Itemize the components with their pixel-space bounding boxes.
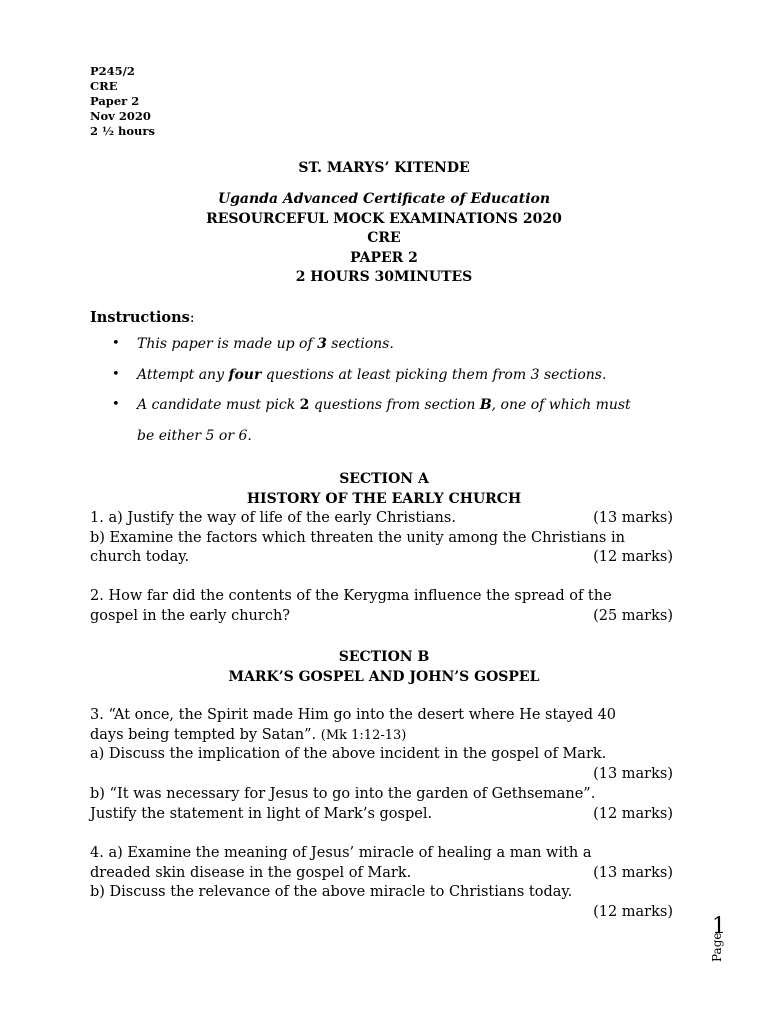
question-1b-line1: b) Examine the factors which threaten the unity among the Christians in: [90, 529, 625, 546]
section-b-heading: [0, 648, 768, 687]
exam-titles: [0, 190, 768, 288]
instructions-heading: Instructions:: [90, 309, 195, 326]
section-b-title: MARK’S GOSPEL AND JOHN’S GOSPEL: [228, 668, 540, 685]
paper-subject: CRE: [90, 79, 118, 93]
instruction-emphasis: B: [479, 397, 492, 413]
instruction-emphasis: four: [228, 366, 262, 383]
question-3: [90, 706, 673, 824]
question-1b-marks: (12 marks): [593, 549, 673, 566]
question-2-line2: gospel in the early church?: [90, 607, 291, 624]
question-2: [90, 587, 673, 626]
question-4a-line2: dreaded skin disease in the gospel of Mark.: [90, 864, 412, 881]
question-4b-marks: (12 marks): [593, 904, 673, 921]
paper-title: PAPER 2: [350, 249, 418, 266]
question-1b-line2: church today.: [90, 549, 190, 566]
question-3-reference: (Mk 1:12-13): [320, 727, 407, 743]
question-3a-marks: (13 marks): [593, 766, 673, 783]
question-4a-line1: 4. a) Examine the meaning of Jesus’ miracle of healing a man with a: [90, 845, 592, 861]
question-3a-text: a) Discuss the implication of the above incident in the gospel of Mark.: [90, 746, 607, 763]
certificate-title: Uganda Advanced Certificate of Education: [217, 191, 551, 207]
section-b-label: SECTION B: [338, 649, 430, 665]
question-1: [90, 509, 673, 568]
time-title: 2 HOURS 30MINUTES: [295, 269, 473, 285]
question-3-line1: 3. “At once, the Spirit made Him go into the desert where He stayed 40: [90, 707, 617, 723]
instructions-list: [112, 329, 682, 451]
question-2-line1: 2. How far did the contents of the Kerygma influence the spread of the: [90, 588, 612, 604]
question-3b-line1: b) “It was necessary for Jesus to go into the garden of Gethsemane”.: [90, 785, 596, 802]
section-a-heading: [0, 470, 768, 509]
instruction-text: sections.: [326, 336, 394, 352]
instruction-text: , one of which must: [491, 397, 631, 413]
paper-duration: 2 ½ hours: [90, 124, 155, 138]
instructions-heading-text: Instructions: [90, 309, 190, 326]
paper-header: [90, 64, 155, 139]
instruction-item: [112, 360, 682, 391]
page-footer: [700, 910, 740, 970]
question-2-marks: (25 marks): [593, 607, 673, 624]
instruction-text: A candidate must pick: [137, 397, 300, 413]
page-number: 1: [712, 914, 726, 939]
instruction-text: questions from section: [309, 397, 480, 413]
question-3b-line2: Justify the statement in light of Mark’s gospel.: [90, 805, 433, 822]
paper-number: Paper 2: [90, 94, 140, 108]
section-a-title: HISTORY OF THE EARLY CHURCH: [246, 490, 522, 507]
question-3-line2: days being tempted by Satan”.: [90, 726, 321, 743]
page-label: Page: [710, 932, 724, 962]
question-4b-text: b) Discuss the relevance of the above miracle to Christians today.: [90, 884, 573, 901]
instruction-emphasis: 2: [299, 397, 310, 413]
question-1a-marks: (13 marks): [593, 510, 673, 526]
section-a-label: SECTION A: [339, 471, 429, 487]
paper-code: P245/2: [90, 64, 135, 78]
instruction-emphasis: 3: [317, 336, 327, 352]
question-1a-text: 1. a) Justify the way of life of the early Christians.: [90, 510, 456, 526]
paper-date: Nov 2020: [90, 109, 151, 123]
subject-title: CRE: [367, 230, 401, 246]
question-4: [90, 844, 673, 923]
instruction-text: This paper is made up of: [137, 336, 318, 352]
school-name: ST. MARYS’ KITENDE: [298, 160, 470, 176]
instruction-text: Attempt any: [137, 366, 229, 383]
exam-title: RESOURCEFUL MOCK EXAMINATIONS 2020: [206, 210, 562, 227]
question-4a-marks: (13 marks): [593, 864, 673, 881]
instruction-text: questions at least picking them from 3 sections.: [261, 366, 607, 383]
instruction-item: [112, 390, 682, 451]
question-3b-marks: (12 marks): [593, 805, 673, 822]
instruction-text: be either 5 or 6.: [137, 427, 252, 444]
instruction-item: [112, 329, 682, 360]
